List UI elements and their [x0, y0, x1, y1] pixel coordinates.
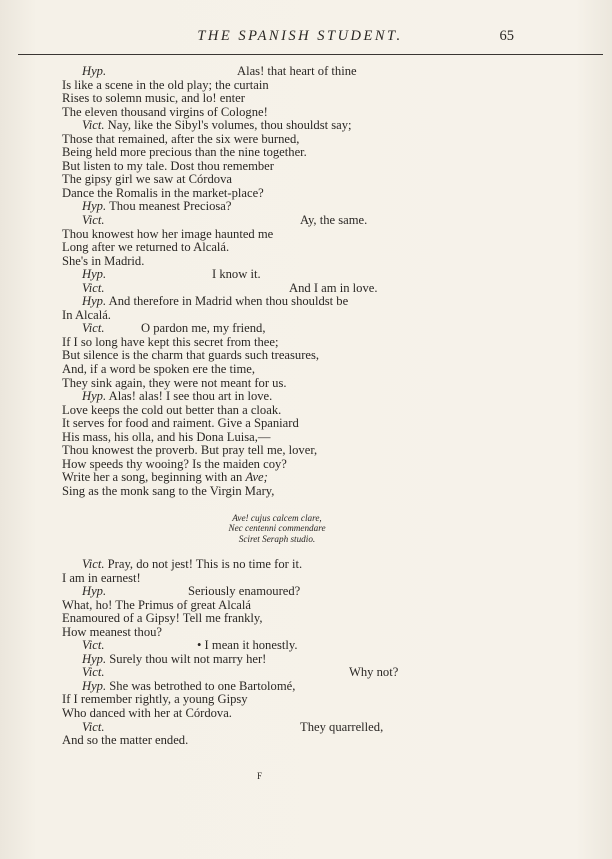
line-text: But silence is the charm that guards such treasures,	[62, 348, 320, 363]
speaker-name: Vict.	[82, 557, 105, 571]
text-line	[62, 471, 562, 485]
text-line	[62, 404, 562, 418]
text-line	[62, 680, 562, 694]
split-line-text: Seriously enamoured?	[188, 584, 301, 599]
text-line	[62, 734, 562, 748]
speaker-name: Hyp.	[82, 651, 107, 666]
text-line	[62, 228, 562, 242]
speaker-name: Hyp.	[82, 267, 107, 282]
text-line	[62, 693, 562, 707]
latin-line: Nec centenni commendare	[228, 523, 326, 533]
dialogue-block-2	[62, 558, 562, 748]
line-text: In Alcalá.	[62, 307, 111, 322]
text-line	[62, 336, 562, 350]
line-text: Dance the Romalis in the market-place?	[62, 185, 264, 200]
text-line	[62, 241, 562, 255]
line-text: They sink again, they were not meant for us.	[62, 375, 287, 390]
line-text: If I remember rightly, a young Gipsy	[62, 692, 248, 707]
line-text: Long after we returned to Alcalá.	[62, 240, 230, 255]
line-text: Nay, like the Sibyl's volumes, thou shouldst say;	[107, 118, 352, 133]
split-line-text: Why not?	[349, 665, 399, 680]
split-line-text: • I mean it honestly.	[197, 638, 298, 653]
text-line	[62, 612, 562, 626]
text-line	[62, 558, 562, 572]
line-text: She's in Madrid.	[62, 253, 145, 268]
text-line	[62, 173, 562, 187]
speaker-name: Vict.	[82, 118, 105, 133]
split-line-text: O pardon me, my friend,	[141, 321, 266, 336]
speaker-name: Hyp.	[82, 584, 107, 599]
text-line	[62, 268, 562, 282]
text-line	[62, 92, 562, 106]
text-line	[62, 255, 562, 269]
text-line	[62, 309, 562, 323]
line-text: How meanest thou?	[62, 624, 163, 639]
speaker-name: Hyp.	[82, 389, 107, 404]
split-line-text: And I am in love.	[289, 280, 378, 295]
speaker-name: Vict.	[82, 280, 105, 295]
text-line	[62, 431, 562, 445]
text-line	[62, 572, 562, 586]
text-line	[62, 485, 562, 499]
split-line-text: I know it.	[212, 267, 261, 282]
latin-line: Sciret Seraph studio.	[238, 533, 316, 544]
text-line	[62, 187, 562, 201]
text-line	[62, 133, 562, 147]
text-line	[62, 639, 562, 653]
line-text: Those that remained, after the six were burned,	[62, 131, 300, 146]
text-line	[62, 599, 562, 613]
line-text: But listen to my tale. Dost thou remember	[62, 158, 274, 173]
latin-verse	[62, 513, 492, 545]
text-line	[62, 458, 562, 472]
text-line	[62, 79, 562, 93]
line-text: The gipsy girl we saw at Córdova	[62, 172, 232, 187]
line-text: The eleven thousand virgins of Cologne!	[62, 104, 268, 119]
speaker-name: Vict.	[82, 719, 105, 734]
line-text: And therefore in Madrid when thou shouldst be	[108, 294, 349, 309]
line-text: Write her a song, beginning with an	[62, 470, 246, 485]
line-text: Alas! alas! I see thou art in love.	[108, 389, 273, 404]
text-line	[62, 707, 562, 721]
line-text: It serves for food and raiment. Give a Spaniard	[62, 416, 299, 431]
line-text: Rises to solemn music, and lo! enter	[62, 91, 245, 106]
signature-mark: F	[257, 771, 263, 781]
line-text: Enamoured of a Gipsy! Tell me frankly,	[62, 611, 263, 626]
line-text: She was betrothed to one Bartolomé,	[109, 678, 296, 693]
text-line	[62, 282, 562, 296]
text-line	[62, 721, 562, 735]
line-text: His mass, his olla, and his Dona Luisa,—	[62, 429, 271, 444]
text-line	[62, 295, 562, 309]
line-text: What, ho! The Primus of great Alcalá	[62, 597, 251, 612]
text-line	[62, 390, 562, 404]
dialogue-text	[62, 65, 562, 748]
line-text: Is like a scene in the old play; the curtain	[62, 77, 269, 92]
line-text: And, if a word be spoken ere the time,	[62, 362, 256, 377]
page-number: 65	[499, 28, 514, 44]
line-text: Thou meanest Preciosa?	[109, 199, 232, 214]
text-line	[62, 363, 562, 377]
split-line-text: They quarrelled,	[300, 719, 384, 734]
text-line	[62, 200, 562, 214]
running-title: THE SPANISH STUDENT.	[197, 28, 403, 44]
text-line	[62, 106, 562, 120]
line-text: Pray, do not jest! This is no time for it.	[107, 557, 303, 571]
line-text: Love keeps the cold out better than a cloak.	[62, 402, 282, 417]
text-line	[62, 377, 562, 391]
speaker-name: Vict.	[82, 321, 105, 336]
line-text: I am in earnest!	[62, 570, 141, 585]
speaker-name: Hyp.	[82, 64, 107, 78]
speaker-name: Hyp.	[82, 199, 107, 214]
latin-line: Ave! cujus calcem clare,	[232, 512, 322, 523]
speaker-name: Vict.	[82, 665, 105, 680]
text-line	[62, 146, 562, 160]
text-line	[62, 119, 562, 133]
text-line	[62, 214, 562, 228]
split-line-text: Ay, the same.	[300, 213, 368, 228]
text-line	[62, 322, 562, 336]
speaker-name: Hyp.	[82, 294, 107, 309]
split-line-text: Alas! that heart of thine	[237, 64, 357, 78]
line-text: Who danced with her at Córdova.	[62, 706, 232, 721]
speaker-name: Hyp.	[82, 678, 107, 693]
line-text: How speeds thy wooing? Is the maiden coy?	[62, 456, 287, 471]
text-line	[62, 666, 562, 680]
line-text: Sing as the monk sang to the Virgin Mary,	[62, 483, 275, 498]
line-text: And so the matter ended.	[62, 733, 189, 748]
text-line	[62, 160, 562, 174]
text-line	[62, 444, 562, 458]
text-line	[62, 65, 562, 79]
header-rule	[18, 54, 603, 55]
line-text: Being held more precious than the nine together.	[62, 145, 307, 160]
line-text: Thou knowest the proverb. But pray tell me, lover,	[62, 443, 318, 458]
line-text: Thou knowest how her image haunted me	[62, 226, 274, 241]
emphasis-text: Ave;	[245, 470, 268, 485]
text-line	[62, 585, 562, 599]
text-line	[62, 349, 562, 363]
text-line	[62, 626, 562, 640]
speaker-name: Vict.	[82, 213, 105, 228]
text-line	[62, 653, 562, 667]
dialogue-block-1	[62, 65, 562, 499]
line-text: If I so long have kept this secret from thee;	[62, 334, 279, 349]
speaker-name: Vict.	[82, 638, 105, 653]
page-header	[0, 28, 612, 50]
line-text: Surely thou wilt not marry her!	[109, 651, 267, 666]
text-line	[62, 417, 562, 431]
